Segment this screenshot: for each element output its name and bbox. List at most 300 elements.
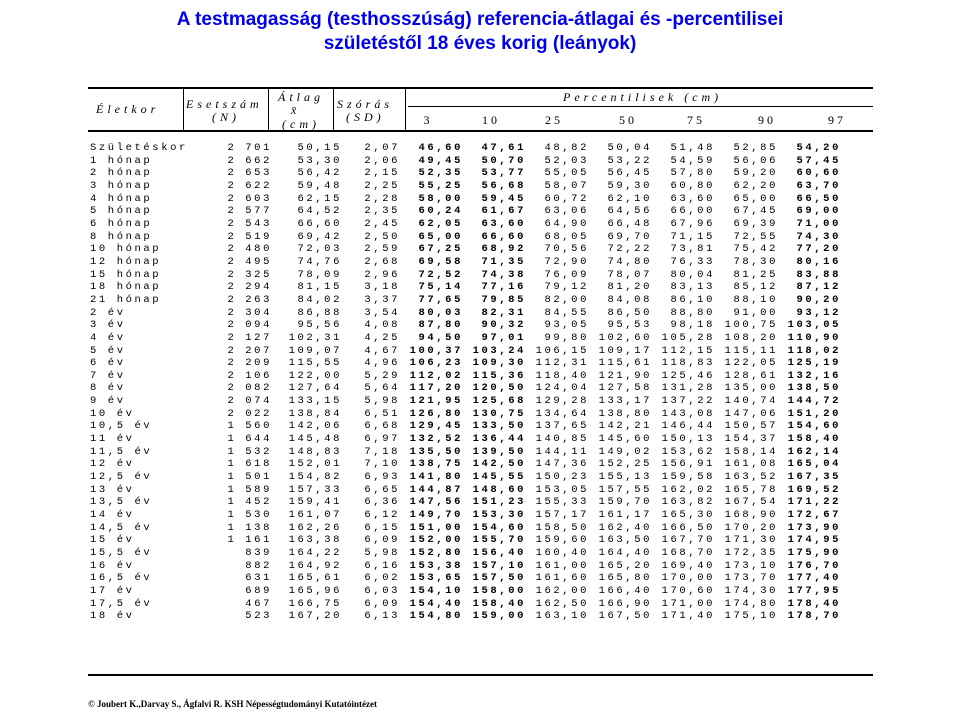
- age-cell: Születéskor: [90, 142, 188, 154]
- p97-cell: 162,14: [787, 445, 841, 458]
- p90-cell: 173,70: [724, 572, 778, 585]
- p75-cell: 169,40: [661, 559, 715, 572]
- p3-cell: 100,37: [409, 344, 463, 357]
- sd-cell: 6,09: [364, 534, 400, 547]
- p10-cell: 56,68: [481, 179, 526, 192]
- header-bottom-rule: [88, 130, 873, 132]
- age-cell: 16 év: [90, 559, 135, 572]
- table-row: [90, 496, 841, 509]
- p75-cell: 150,13: [661, 433, 715, 446]
- mean-cell: 167,20: [288, 610, 342, 623]
- p10-cell: 157,50: [472, 572, 526, 585]
- sd-cell: 3,18: [364, 281, 400, 294]
- p75-cell: 146,44: [661, 420, 715, 433]
- p3-cell: 60,24: [418, 205, 463, 218]
- p10-cell: 148,60: [472, 483, 526, 496]
- p75-cell: 163,82: [661, 496, 715, 509]
- p3-cell: 154,10: [409, 584, 463, 597]
- p3-cell: 72,52: [418, 268, 463, 281]
- mean-cell: 133,15: [288, 395, 342, 408]
- table-row: [90, 218, 841, 231]
- sd-header-line1: Szórás: [337, 97, 394, 111]
- p97-cell: 83,88: [796, 268, 841, 281]
- p10-cell: 142,50: [472, 458, 526, 471]
- p97-cell: 167,35: [787, 471, 841, 484]
- p75-cell: 162,02: [661, 483, 715, 496]
- n-cell: 2 662: [227, 154, 272, 167]
- table-row: [90, 193, 841, 206]
- p90-cell: 140,74: [724, 395, 778, 408]
- p75-cell: 171,40: [661, 610, 715, 623]
- n-header-line1: Esetszám: [186, 97, 263, 111]
- p90-cell: 161,08: [724, 458, 778, 471]
- p90-cell: 172,35: [724, 547, 778, 559]
- p90-cell: 78,30: [733, 255, 778, 268]
- p50-cell: 81,20: [607, 281, 652, 294]
- percentile-label-3: 3: [423, 113, 433, 127]
- p25-cell: 82,00: [544, 293, 589, 306]
- p75-cell: 88,80: [670, 306, 715, 319]
- age-cell: 18 hónap: [90, 281, 162, 294]
- p25-cell: 55,05: [544, 167, 589, 180]
- p90-cell: 150,57: [724, 420, 778, 433]
- p50-cell: 149,02: [598, 445, 652, 458]
- p3-cell: 94,50: [418, 331, 463, 344]
- mean-cell: 81,15: [297, 281, 342, 294]
- p25-cell: 153,05: [535, 483, 589, 496]
- p50-cell: 167,50: [598, 610, 652, 623]
- age-cell: 3 hónap: [90, 179, 153, 192]
- p50-cell: 121,90: [598, 369, 652, 382]
- reference-table: [90, 142, 841, 623]
- p50-cell: 145,60: [598, 433, 652, 446]
- p97-cell: 138,50: [787, 382, 841, 395]
- p10-cell: 90,32: [481, 319, 526, 332]
- p50-cell: 78,07: [607, 268, 652, 281]
- p90-cell: 115,11: [724, 344, 778, 357]
- n-cell: 2 106: [227, 369, 272, 382]
- n-cell: 1 138: [227, 521, 272, 534]
- n-cell: 2 519: [227, 230, 272, 243]
- p50-cell: 74,80: [607, 255, 652, 268]
- p50-cell: 163,50: [598, 534, 652, 547]
- sd-cell: 6,93: [364, 471, 400, 484]
- mean-cell: 164,92: [288, 559, 342, 572]
- p75-cell: 118,83: [661, 357, 715, 370]
- header-divider-2: [268, 89, 269, 130]
- sd-header-line2: (SD): [346, 110, 385, 124]
- p50-cell: 155,13: [598, 471, 652, 484]
- age-cell: 18 év: [90, 610, 135, 623]
- p90-cell: 175,10: [724, 610, 778, 623]
- age-cell: 8 év: [90, 382, 126, 395]
- p50-cell: 62,10: [607, 192, 652, 205]
- p10-cell: 61,67: [481, 205, 526, 218]
- p10-cell: 130,75: [472, 407, 526, 420]
- age-cell: 3 év: [90, 319, 126, 332]
- p10-cell: 136,44: [472, 433, 526, 446]
- p25-cell: 158,50: [535, 521, 589, 534]
- p3-cell: 62,05: [418, 217, 463, 230]
- p75-cell: 131,28: [661, 382, 715, 395]
- table-row: [90, 484, 841, 497]
- p90-cell: 171,30: [724, 534, 778, 547]
- p3-cell: 58,00: [418, 192, 463, 205]
- n-cell: 2 495: [227, 255, 272, 268]
- p75-cell: 54,59: [670, 154, 715, 167]
- table-row: [90, 433, 841, 446]
- mean-cell: 161,07: [288, 509, 342, 522]
- mean-cell: 64,52: [297, 205, 342, 218]
- sd-cell: 2,07: [364, 142, 400, 154]
- p3-cell: 46,60: [418, 142, 463, 154]
- mean-cell: 95,56: [297, 319, 342, 332]
- p3-cell: 80,03: [418, 306, 463, 319]
- p25-cell: 140,85: [535, 433, 589, 446]
- p3-cell: 121,95: [409, 395, 463, 408]
- sd-cell: 2,68: [364, 255, 400, 268]
- n-cell: 689: [245, 584, 272, 597]
- p50-cell: 66,48: [607, 217, 652, 230]
- p50-cell: 50,04: [607, 142, 652, 154]
- p10-cell: 79,85: [481, 293, 526, 306]
- n-cell: 1 560: [227, 420, 272, 433]
- p50-cell: 164,40: [598, 547, 652, 559]
- p50-cell: 127,58: [598, 382, 652, 395]
- sd-cell: 2,50: [364, 230, 400, 243]
- p90-cell: 69,39: [733, 217, 778, 230]
- age-cell: 15 hónap: [90, 268, 162, 281]
- percentile-label-75: 75: [687, 113, 705, 127]
- sd-cell: 6,68: [364, 420, 400, 433]
- n-cell: 882: [245, 559, 272, 572]
- age-cell: 10 hónap: [90, 243, 162, 256]
- age-cell: 15,5 év: [90, 547, 153, 559]
- age-cell: 2 hónap: [90, 167, 153, 180]
- p50-cell: 84,08: [607, 293, 652, 306]
- p97-cell: 174,95: [787, 534, 841, 547]
- p90-cell: 100,75: [724, 319, 778, 332]
- p10-cell: 157,10: [472, 559, 526, 572]
- p10-cell: 97,01: [481, 331, 526, 344]
- table-row: [90, 585, 841, 598]
- mean-cell: 138,84: [288, 407, 342, 420]
- p3-cell: 149,70: [409, 509, 463, 522]
- p3-cell: 141,80: [409, 471, 463, 484]
- sd-cell: 2,15: [364, 167, 400, 180]
- age-cell: 21 hónap: [90, 293, 162, 306]
- p50-cell: 72,22: [607, 243, 652, 256]
- age-cell: 1 hónap: [90, 154, 153, 167]
- p75-cell: 105,28: [661, 331, 715, 344]
- p3-cell: 49,45: [418, 154, 463, 167]
- p25-cell: 137,65: [535, 420, 589, 433]
- p50-cell: 86,50: [607, 306, 652, 319]
- p10-cell: 103,24: [472, 344, 526, 357]
- p3-cell: 67,25: [418, 243, 463, 256]
- mean-cell: 122,00: [288, 369, 342, 382]
- p10-cell: 109,30: [472, 357, 526, 370]
- p90-cell: 62,20: [733, 179, 778, 192]
- n-cell: 2 294: [227, 281, 272, 294]
- age-cell: 16,5 év: [90, 572, 153, 585]
- p90-cell: 108,20: [724, 331, 778, 344]
- n-cell: 467: [245, 597, 272, 610]
- p75-cell: 98,18: [670, 319, 715, 332]
- age-cell: 4 hónap: [90, 192, 153, 205]
- mean-cell: 86,88: [297, 306, 342, 319]
- p97-cell: 158,40: [787, 433, 841, 446]
- table-row: [90, 522, 841, 535]
- sd-cell: 5,98: [364, 547, 400, 559]
- p10-cell: 133,50: [472, 420, 526, 433]
- p25-cell: 160,40: [535, 547, 589, 559]
- sd-cell: 2,96: [364, 268, 400, 281]
- sd-cell: 6,12: [364, 509, 400, 522]
- mean-cell: 53,30: [297, 154, 342, 167]
- p25-cell: 163,10: [535, 610, 589, 623]
- p90-cell: 75,42: [733, 243, 778, 256]
- p97-cell: 66,50: [796, 192, 841, 205]
- mean-cell: 59,48: [297, 179, 342, 192]
- p25-cell: 99,80: [544, 331, 589, 344]
- sd-cell: 2,45: [364, 217, 400, 230]
- n-cell: 1 589: [227, 483, 272, 496]
- p25-cell: 79,12: [544, 281, 589, 294]
- p50-cell: 138,80: [598, 407, 652, 420]
- table-row: [90, 471, 841, 484]
- p25-cell: 70,56: [544, 243, 589, 256]
- p97-cell: 144,72: [787, 395, 841, 408]
- mean-header-line1: Átlag: [278, 90, 324, 104]
- p97-cell: 118,02: [787, 344, 841, 357]
- mean-cell: 145,48: [288, 433, 342, 446]
- p50-cell: 152,25: [598, 458, 652, 471]
- n-cell: 2 263: [227, 293, 272, 306]
- p90-cell: 165,78: [724, 483, 778, 496]
- p97-cell: 171,22: [787, 496, 841, 509]
- header-divider-1: [183, 89, 184, 130]
- p97-cell: 176,70: [787, 559, 841, 572]
- age-cell: 5 év: [90, 344, 126, 357]
- age-cell: 14,5 év: [90, 521, 153, 534]
- n-cell: 2 603: [227, 192, 272, 205]
- age-cell: 15 év: [90, 534, 135, 547]
- p97-cell: 63,70: [796, 179, 841, 192]
- p10-cell: 82,31: [481, 306, 526, 319]
- table-row: [90, 180, 841, 193]
- sd-cell: 2,35: [364, 205, 400, 218]
- n-cell: 2 325: [227, 268, 272, 281]
- age-cell: 12,5 év: [90, 471, 153, 484]
- mean-cell: 154,82: [288, 471, 342, 484]
- p3-cell: 65,00: [418, 230, 463, 243]
- age-cell: 4 év: [90, 331, 126, 344]
- p10-cell: 156,40: [472, 547, 526, 559]
- p75-cell: 66,00: [670, 205, 715, 218]
- p10-cell: 153,30: [472, 509, 526, 522]
- p3-cell: 87,80: [418, 319, 463, 332]
- p75-cell: 67,96: [670, 217, 715, 230]
- p10-cell: 155,70: [472, 534, 526, 547]
- mean-cell: 157,33: [288, 483, 342, 496]
- mean-cell: 162,26: [288, 521, 342, 534]
- sd-cell: 7,10: [364, 458, 400, 471]
- sd-cell: 6,09: [364, 597, 400, 610]
- n-cell: 2 701: [227, 142, 272, 154]
- percentile-label-50: 50: [619, 113, 637, 127]
- p90-cell: 59,20: [733, 167, 778, 180]
- mean-cell: 164,22: [288, 547, 342, 559]
- p3-cell: 135,50: [409, 445, 463, 458]
- table-row: [90, 269, 841, 282]
- p3-cell: 112,02: [409, 369, 463, 382]
- p25-cell: 159,60: [535, 534, 589, 547]
- n-cell: 2 094: [227, 319, 272, 332]
- table-row: [90, 547, 841, 560]
- page-title: [0, 8, 960, 56]
- p97-cell: 60,60: [796, 167, 841, 180]
- p97-cell: 71,00: [796, 217, 841, 230]
- p3-cell: 138,75: [409, 458, 463, 471]
- p3-cell: 69,58: [418, 255, 463, 268]
- p97-cell: 132,16: [787, 369, 841, 382]
- mean-cell: 72,03: [297, 243, 342, 256]
- p25-cell: 84,55: [544, 306, 589, 319]
- p3-cell: 153,38: [409, 559, 463, 572]
- percentile-label-97: 97: [828, 113, 846, 127]
- age-cell: 12 év: [90, 458, 135, 471]
- p3-cell: 154,80: [409, 610, 463, 623]
- p10-cell: 47,61: [481, 142, 526, 154]
- p25-cell: 162,00: [535, 584, 589, 597]
- mean-cell: 84,02: [297, 293, 342, 306]
- percentiles-header: Percentilisek (cm): [563, 90, 723, 104]
- table-row: [90, 534, 841, 547]
- table-row: [90, 395, 841, 408]
- p25-cell: 52,03: [544, 154, 589, 167]
- sd-cell: 5,98: [364, 395, 400, 408]
- sd-cell: 6,03: [364, 584, 400, 597]
- mean-cell: 74,76: [297, 255, 342, 268]
- p97-cell: 154,60: [787, 420, 841, 433]
- p75-cell: 168,70: [661, 547, 715, 559]
- p75-cell: 80,04: [670, 268, 715, 281]
- p90-cell: 128,61: [724, 369, 778, 382]
- sd-cell: 6,97: [364, 433, 400, 446]
- p90-cell: 72,55: [733, 230, 778, 243]
- mean-cell: 166,75: [288, 597, 342, 610]
- sd-cell: 2,59: [364, 243, 400, 256]
- n-header-line2: (N): [212, 110, 240, 124]
- p25-cell: 72,90: [544, 255, 589, 268]
- n-cell: 1 532: [227, 445, 272, 458]
- table-row: [90, 256, 841, 269]
- sd-cell: 4,96: [364, 357, 400, 370]
- n-cell: 1 452: [227, 496, 272, 509]
- p25-cell: 124,04: [535, 382, 589, 395]
- p10-cell: 139,50: [472, 445, 526, 458]
- p97-cell: 177,95: [787, 584, 841, 597]
- p75-cell: 137,22: [661, 395, 715, 408]
- table-row: [90, 307, 841, 320]
- p25-cell: 58,07: [544, 179, 589, 192]
- p10-cell: 151,23: [472, 496, 526, 509]
- table-row: [90, 610, 841, 623]
- n-cell: 2 074: [227, 395, 272, 408]
- p3-cell: 129,45: [409, 420, 463, 433]
- mean-cell: 62,15: [297, 192, 342, 205]
- percentile-label-90: 90: [758, 113, 776, 127]
- p25-cell: 134,64: [535, 407, 589, 420]
- table-row: [90, 560, 841, 573]
- table-row: [90, 572, 841, 585]
- p50-cell: 166,90: [598, 597, 652, 610]
- p25-cell: 155,33: [535, 496, 589, 509]
- table-row: [90, 294, 841, 307]
- header-divider-3: [333, 89, 334, 130]
- p97-cell: 90,20: [796, 293, 841, 306]
- p10-cell: 120,50: [472, 382, 526, 395]
- p90-cell: 91,00: [733, 306, 778, 319]
- p75-cell: 143,08: [661, 407, 715, 420]
- p10-cell: 63,60: [481, 217, 526, 230]
- p50-cell: 53,22: [607, 154, 652, 167]
- p75-cell: 112,15: [661, 344, 715, 357]
- p90-cell: 67,45: [733, 205, 778, 218]
- p90-cell: 174,30: [724, 584, 778, 597]
- p90-cell: 163,52: [724, 471, 778, 484]
- p50-cell: 165,20: [598, 559, 652, 572]
- mean-cell: 142,06: [288, 420, 342, 433]
- p97-cell: 172,67: [787, 509, 841, 522]
- p90-cell: 154,37: [724, 433, 778, 446]
- table-row: [90, 332, 841, 345]
- p50-cell: 109,17: [598, 344, 652, 357]
- n-cell: 2 480: [227, 243, 272, 256]
- p10-cell: 74,38: [481, 268, 526, 281]
- n-cell: 839: [245, 547, 272, 559]
- sd-cell: 3,54: [364, 306, 400, 319]
- percentile-label-25: 25: [545, 113, 563, 127]
- age-cell: 17 év: [90, 584, 135, 597]
- p50-cell: 159,70: [598, 496, 652, 509]
- p97-cell: 87,12: [796, 281, 841, 294]
- p90-cell: 168,90: [724, 509, 778, 522]
- p10-cell: 66,60: [481, 230, 526, 243]
- p97-cell: 175,90: [787, 547, 841, 559]
- p75-cell: 73,81: [670, 243, 715, 256]
- mean-cell: 109,07: [288, 344, 342, 357]
- n-cell: 2 127: [227, 331, 272, 344]
- p3-cell: 106,23: [409, 357, 463, 370]
- p90-cell: 85,12: [733, 281, 778, 294]
- sd-cell: 6,15: [364, 521, 400, 534]
- n-cell: 1 161: [227, 534, 272, 547]
- age-cell: 6 hónap: [90, 217, 153, 230]
- p97-cell: 93,12: [796, 306, 841, 319]
- p10-cell: 68,92: [481, 243, 526, 256]
- p90-cell: 167,54: [724, 496, 778, 509]
- p97-cell: 69,00: [796, 205, 841, 218]
- p90-cell: 135,00: [724, 382, 778, 395]
- p3-cell: 153,65: [409, 572, 463, 585]
- mean-cell: 165,61: [288, 572, 342, 585]
- p25-cell: 48,82: [544, 142, 589, 154]
- p10-cell: 77,16: [481, 281, 526, 294]
- p10-cell: 125,68: [472, 395, 526, 408]
- n-cell: 523: [245, 610, 272, 623]
